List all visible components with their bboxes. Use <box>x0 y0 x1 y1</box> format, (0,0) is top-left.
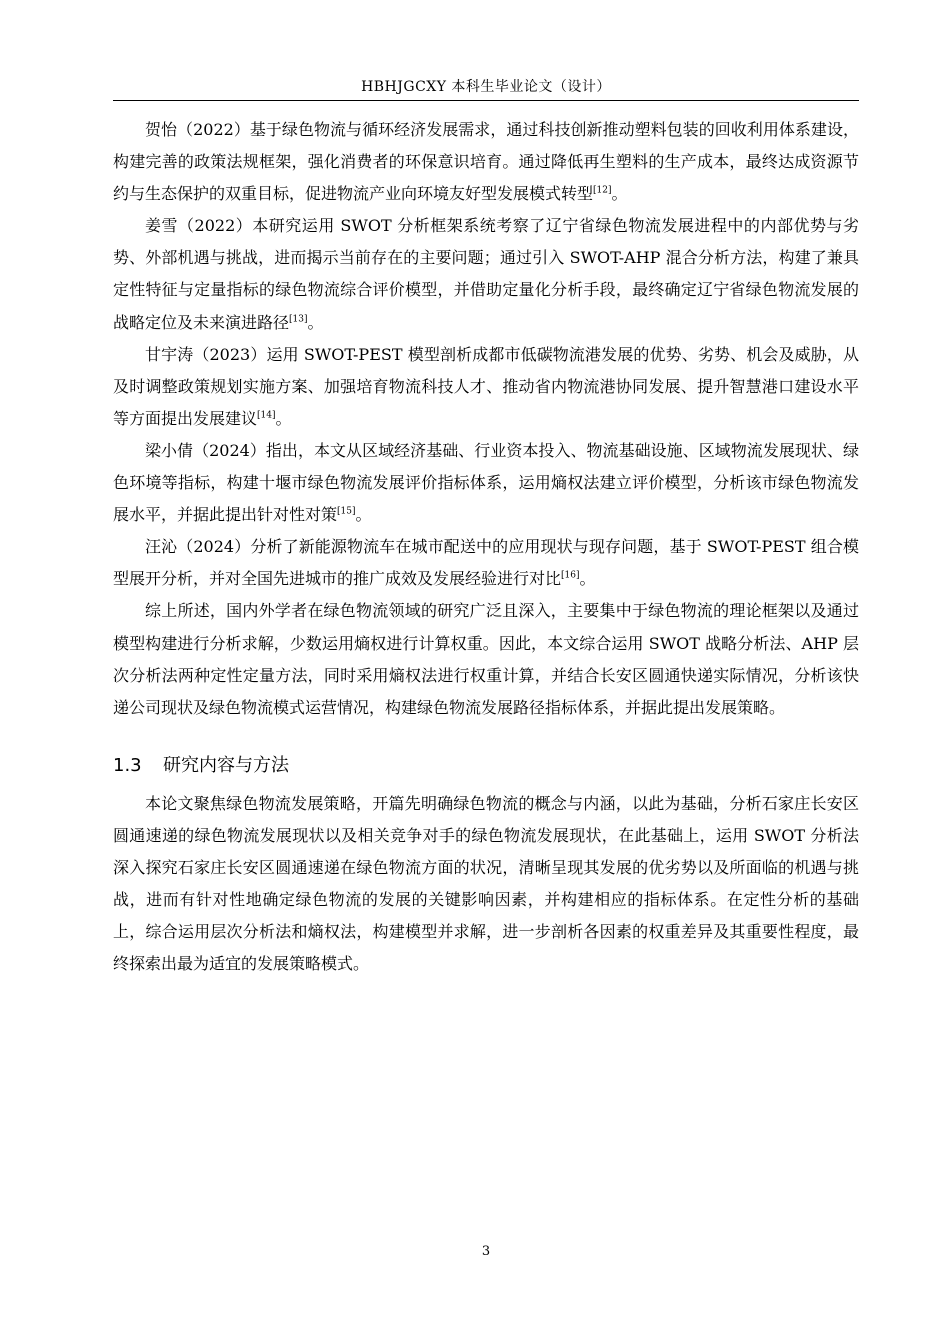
citation-ref: [14] <box>257 410 276 421</box>
page-body <box>113 114 859 980</box>
citation-ref: [16] <box>561 570 580 581</box>
section-number: 1.3 <box>113 754 142 776</box>
citation-ref: [12] <box>593 185 612 196</box>
citation-ref: [13] <box>289 314 308 325</box>
page-header: HBHJGCXY 本科生毕业论文（设计） <box>361 79 611 95</box>
paragraph-heyi: 贺怡（2022）基于绿色物流与循环经济发展需求，通过科技创新推动塑料包装的回收利用体系建设，构建完善的政策法规框架，强化消费者的环保意识培育。通过降低再生塑料的生产成本，最终达成资源节约与生态保护的双重目标，促进物流产业向环境友好型发展模式转型[12]。 <box>113 120 859 204</box>
paragraph-ganyutao: 甘宇涛（2023）运用 SWOT-PEST 模型剖析成都市低碳物流港发展的优势、劣势、机会及威胁，从及时调整政策规划实施方案、加强培育物流科技人才、推动省内物流港协同发展、提升智慧港口建设水平等方面提出发展建议[14]。 <box>113 344 859 428</box>
section-title: 研究内容与方法 <box>163 754 289 776</box>
paragraph-wangqin: 汪沁（2024）分析了新能源物流车在城市配送中的应用现状与现存问题，基于 SWOT-PEST 组合模型展开分析，并对全国先进城市的推广成效及发展经验进行对比[16]。 <box>113 537 859 589</box>
paragraph-research-content: 本论文聚焦绿色物流发展策略，开篇先明确绿色物流的概念与内涵，以此为基础，分析石家庄长安区圆通速递的绿色物流发展现状以及相关竞争对手的绿色物流发展现状，在此基础上，运用 SWOT 分析法深入探究石家庄长安区圆通速递在绿色物流方面的状况，清晰呈现其发展的优劣势以及所面临的机遇与挑战，进而有针对性地确定绿色物流的发展的关键影响因素，并构建相应的指标体系。在定性分析的基础上，综合运用层次分析法和熵权法，构建模型并求解，进一步剖析各因素的权重差异及其重要性程度，最终探索出最为适宜的发展策略模式。 <box>113 793 859 974</box>
page-number: 3 <box>481 1244 491 1259</box>
paragraph-summary: 综上所述，国内外学者在绿色物流领域的研究广泛且深入，主要集中于绿色物流的理论框架以及通过模型构建进行分析求解，少数运用熵权进行计算权重。因此，本文综合运用 SWOT 战略分析法、AHP 层次分析法两种定性定量方法，同时采用熵权法进行权重计算，并结合长安区圆通快递实际情况，分析该快递公司现状及绿色物流模式运营情况，构建绿色物流发展路径指标体系，并据此提出发展策略。 <box>113 601 859 717</box>
header-rule <box>113 100 859 101</box>
paragraph-jiangxue: 姜雪（2022）本研究运用 SWOT 分析框架系统考察了辽宁省绿色物流发展进程中的内部优势与劣势、外部机遇与挑战，进而揭示当前存在的主要问题；通过引入 SWOT-AHP 混合分析方法，构建了兼具定性特征与定量指标的绿色物流综合评价模型，并借助定量化分析手段，最终确定辽宁省绿色物流发展的战略定位及未来演进路径[13]。 <box>113 216 859 332</box>
citation-ref: [15] <box>337 506 356 517</box>
paragraph-liangxiaoqian: 梁小倩（2024）指出，本文从区域经济基础、行业资本投入、物流基础设施、区域物流发展现状、绿色环境等指标，构建十堰市绿色物流发展评价指标体系，运用熵权法建立评价模型，分析该市绿色物流发展水平，并据此提出针对性对策[15]。 <box>113 440 859 525</box>
section-heading <box>113 750 859 782</box>
